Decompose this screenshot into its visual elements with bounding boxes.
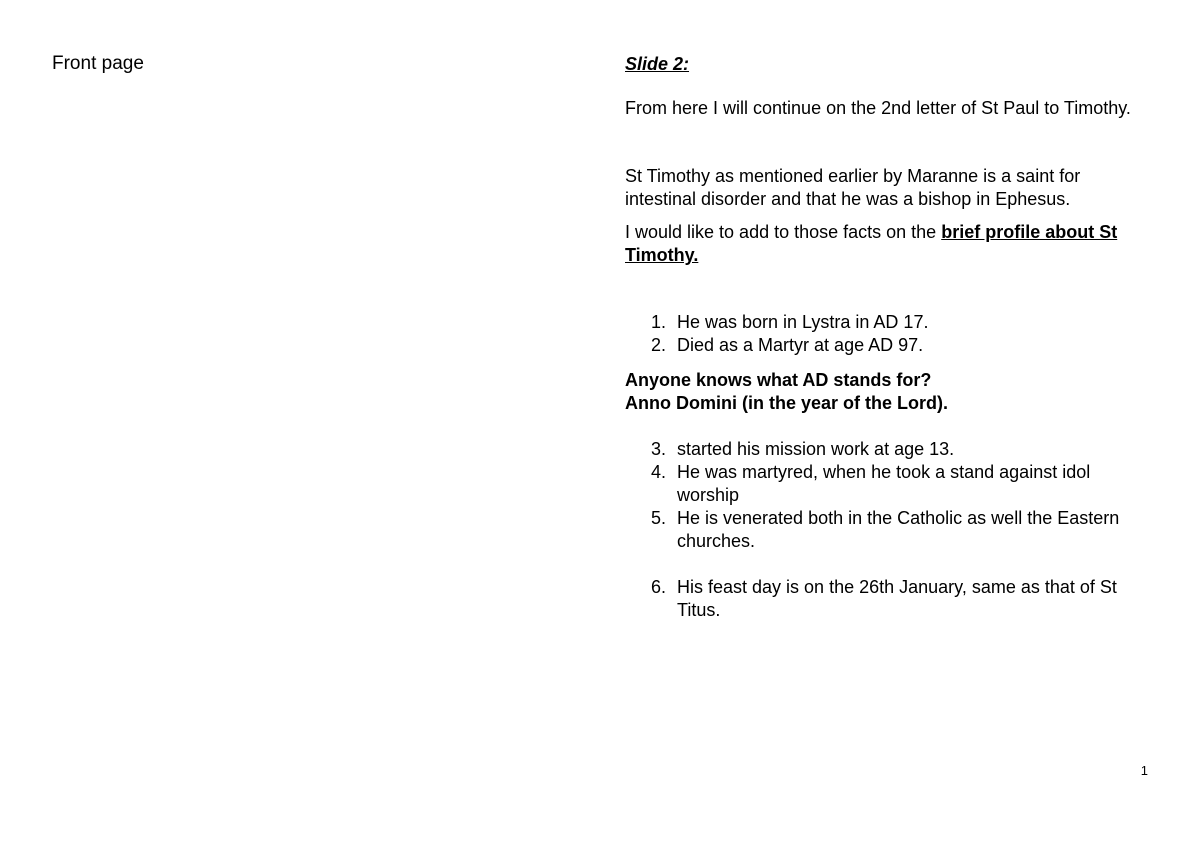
- list-item: [625, 576, 1155, 622]
- list-text: started his mission work at age 13.: [677, 439, 955, 459]
- profile-heading: brief profile about St Timothy.: [625, 222, 1118, 265]
- profile-paragraph: [625, 221, 1155, 267]
- list-number: 1.: [651, 312, 667, 332]
- answer-line: Anno Domini (in the year of the Lord).: [625, 393, 948, 413]
- slide-notes: [625, 53, 1155, 622]
- list-text: He is venerated both in the Catholic as well the Eastern churches.: [677, 508, 1120, 551]
- facts-list-b: [625, 438, 1155, 553]
- list-text: He was born in Lystra in AD 17.: [677, 312, 929, 332]
- list-item: [625, 311, 1155, 334]
- list-item: [625, 507, 1155, 553]
- list-number: 6.: [651, 577, 667, 597]
- question-line: Anyone knows what AD stands for?: [625, 370, 932, 390]
- list-item: [625, 461, 1155, 507]
- profile-text: I would like to add to those facts on the: [625, 222, 942, 242]
- list-number: 2.: [651, 335, 667, 355]
- ad-question: [625, 369, 1155, 415]
- facts-list-a: [625, 311, 1155, 357]
- page-number: 1: [1140, 763, 1148, 778]
- list-text: His feast day is on the 26th January, same as that of St Titus.: [677, 577, 1117, 620]
- front-page-label: Front page: [52, 53, 144, 74]
- slide-title: Slide 2:: [625, 54, 690, 74]
- facts-list-c: [625, 576, 1155, 622]
- timothy-paragraph: St Timothy as mentioned earlier by Maranne is a saint for intestinal disorder and that he was a bishop in Ephesus.: [625, 166, 1081, 209]
- list-item: [625, 334, 1155, 357]
- list-text: He was martyred, when he took a stand against idol worship: [677, 462, 1091, 505]
- list-number: 3.: [651, 439, 667, 459]
- list-item: [625, 438, 1155, 461]
- list-number: 4.: [651, 462, 667, 482]
- list-number: 5.: [651, 508, 667, 528]
- list-text: Died as a Martyr at age AD 97.: [677, 335, 924, 355]
- intro-paragraph: From here I will continue on the 2nd letter of St Paul to Timothy.: [625, 98, 1131, 118]
